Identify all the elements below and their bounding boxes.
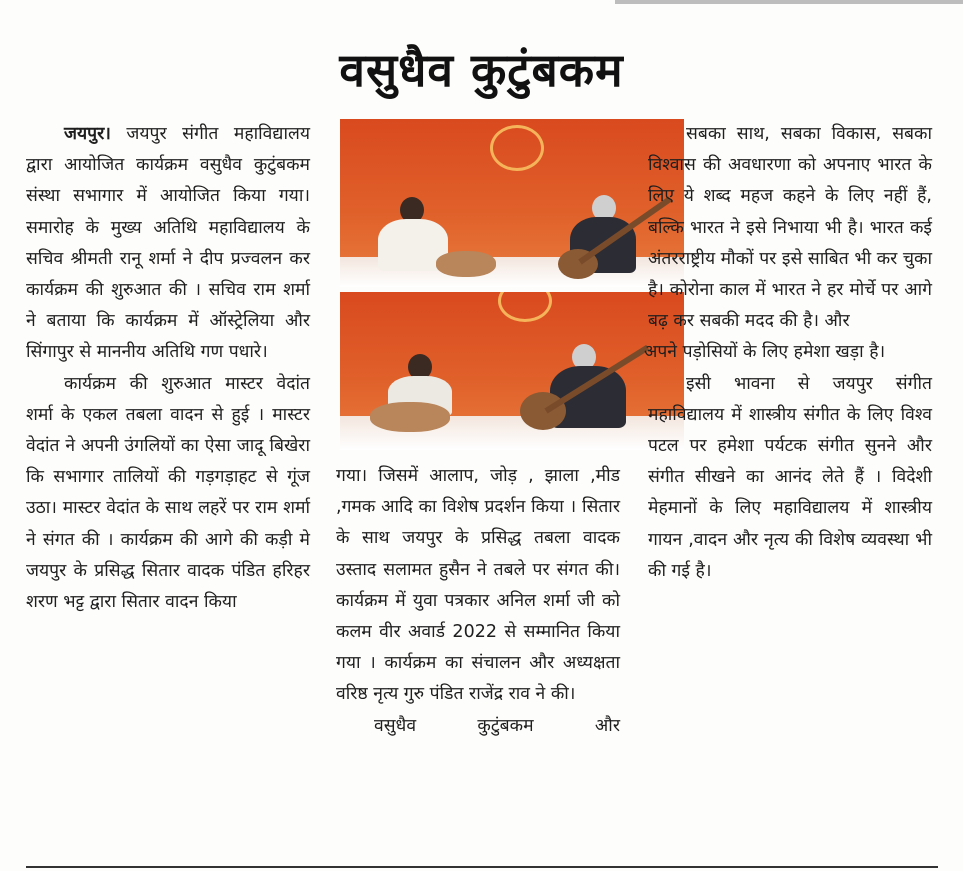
paragraph [26, 119, 310, 369]
paragraph: अपने पड़ोसियों के लिए हमेशा खड़ा है। [644, 342, 886, 363]
top-rule [615, 0, 963, 4]
article-column-2 [336, 461, 620, 742]
paragraph: गया। जिसमें आलाप, जोड़ , झाला ,मीड ,गमक आदि का विशेष प्रदर्शन किया । सितार के साथ जयपुर के प्रसिद्ध तबला वादक उस्ताद सलामत हुसैन ने तबले पर संगत की। कार्यक्रम में युवा पत्रकार अनिल शर्मा जी को कलम वीर अवार्ड 2022 से सम्मानित किया गया । कार्यक्रम का संचालन और अध्यक्षता वरिष्ठ नृत्य गुरु पंडित राजेंद्र राव ने की। [336, 466, 620, 705]
article-column-3 [644, 119, 932, 587]
concert-photo-top [340, 119, 684, 287]
dateline: जयपुर। [64, 124, 111, 144]
article-column-1 [26, 119, 310, 618]
bottom-rule [26, 866, 938, 868]
paragraph: सबका साथ, सबका विकास, सबका विश्वास की अवधारणा को अपनाए भारत के लिए ये शब्द महज कहने के लिए नहीं हैं, बल्कि भारत ने इसे निभाया भी है। भारत कई अंतरराष्ट्रीय मौकों पर इसे साबित भी कर चुका है। कोरोना काल में भारत ने हर मोर्चे पर आगे बढ़ कर सबकी मदद की है। और [648, 124, 932, 332]
paragraph: वसुधैव कुटुंबकम और [374, 715, 620, 736]
tabla-icon [370, 402, 450, 432]
concert-photo-bottom [340, 292, 684, 450]
paragraph: इसी भावना से जयपुर संगीत महाविद्यालय में शास्त्रीय संगीत के लिए विश्व पटल पर हमेशा पर्यटक संगीत सुनने और संगीत सीखने का आनंद लेते हैं । विदेशी मेहमानों के लिए महाविद्यालय में शास्त्रीय गायन ,वादन और नृत्य की विशेष व्यवस्था भी की गई है। [648, 373, 932, 581]
logo-icon [498, 292, 552, 322]
paragraph: कार्यक्रम की शुरुआत मास्टर वेदांत शर्मा के एकल तबला वादन से हुई । मास्टर वेदांत ने अपनी उंगलियों का ऐसा जादू बिखेरा कि सभागार तालियों की गड़गड़ाहट से गूंज उठा। मास्टर वेदांत के साथ लहरें पर राम शर्मा ने संगत की । कार्यक्रम की आगे की कड़ी मे जयपुर के प्रसिद्ध सितार वादक पंडित हरिहर शरण भट्ट द्वारा सितार वादन किया [26, 373, 310, 613]
page-title: वसुधैव कुटुंबकम [339, 43, 624, 97]
logo-icon [490, 125, 544, 171]
paragraph-text: जयपुर संगीत महाविद्यालय द्वारा आयोजित कार्यक्रम वसुधैव कुटुंबकम संस्था सभागार में आयोजित किया गया। समारोह के मुख्य अतिथि महाविद्यालय के सचिव श्रीमती रानू शर्मा ने दीप प्रज्वलन कर कार्यक्रम की शुरुआत की । सचिव राम शर्मा ने बताया कि कार्यक्रम में ऑस्ट्रेलिया और सिंगापुर से माननीय अतिथि गण पधारे। [26, 124, 310, 363]
tabla-icon [436, 251, 496, 277]
